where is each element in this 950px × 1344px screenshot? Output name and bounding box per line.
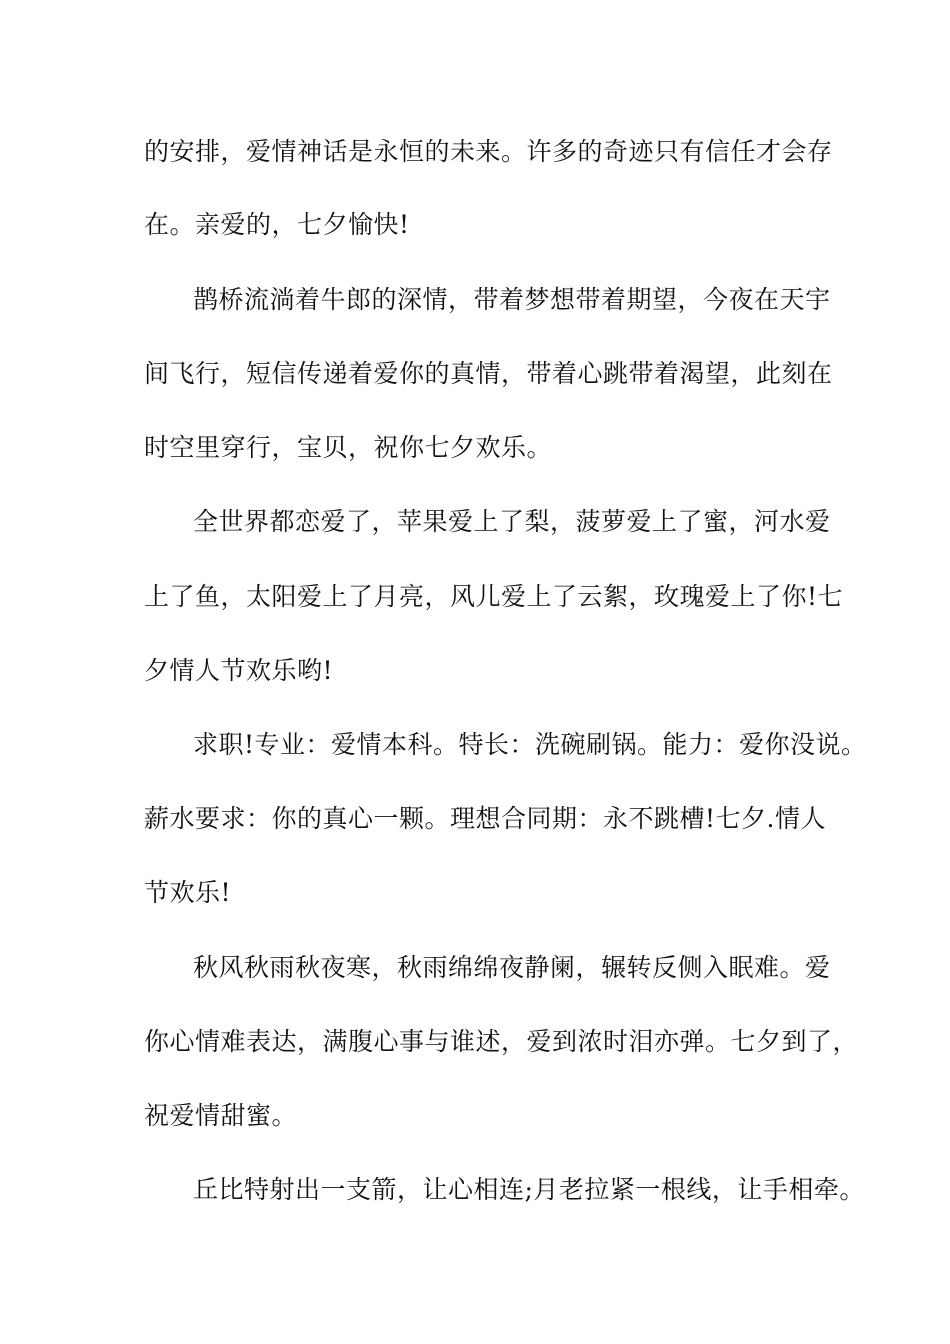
text-line: 上了鱼，太阳爱上了月亮，风儿爱上了云絮，玫瑰爱上了你!七	[144, 582, 844, 611]
text-line: 的安排，爱情神话是永恒的未来。许多的奇迹只有信任才会存	[144, 137, 833, 166]
paragraph-start-line: 求职!专业：爱情本科。特长：洗碗刷锅。能力：爱你没说。	[193, 730, 867, 759]
text-line: 间飞行，短信传递着爱你的真情，带着心跳带着渴望，此刻在	[144, 359, 833, 388]
text-line: 祝爱情甜蜜。	[144, 1101, 298, 1130]
paragraph-start-line: 全世界都恋爱了，苹果爱上了梨，菠萝爱上了蜜，河水爱	[193, 507, 831, 536]
text-line: 薪水要求：你的真心一颗。理想合同期：永不跳槽!七夕.情人	[144, 804, 826, 833]
paragraph-start-line: 秋风秋雨秋夜寒，秋雨绵绵夜静阑，辗转反侧入眠难。爱	[193, 953, 831, 982]
text-line: 夕情人节欢乐哟!	[144, 656, 334, 685]
text-line: 在。亲爱的，七夕愉快!	[144, 210, 410, 239]
text-line: 时空里穿行，宝贝，祝你七夕欢乐。	[144, 433, 553, 462]
paragraph-start-line: 鹊桥流淌着牛郎的深情，带着梦想带着期望，今夜在天宇	[193, 285, 831, 314]
text-line: 节欢乐!	[144, 878, 232, 907]
paragraph-start-line: 丘比特射出一支箭，让心相连;月老拉紧一根线，让手相牵。	[193, 1175, 865, 1204]
text-line: 你心情难表达，满腹心事与谁述，爱到浓时泪亦弹。七夕到了，	[144, 1027, 859, 1056]
